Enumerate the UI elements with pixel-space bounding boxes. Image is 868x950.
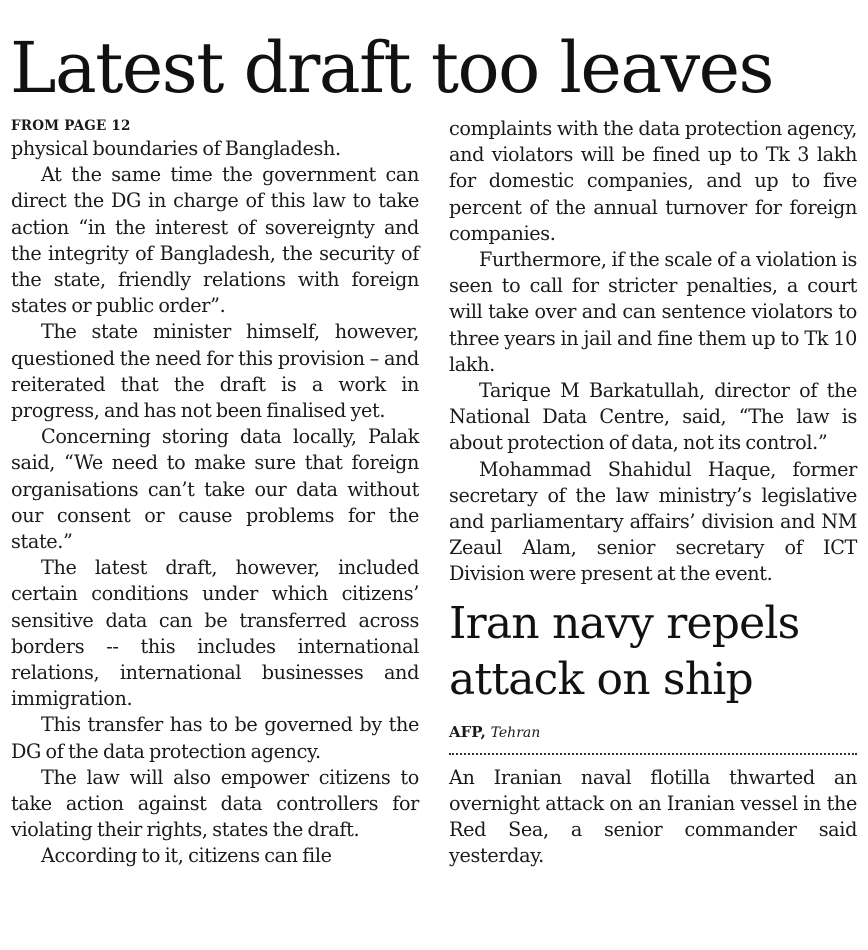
byline-agency: AFP, bbox=[449, 722, 486, 741]
left-column bbox=[11, 116, 419, 870]
paragraph: Furthermore, if the scale of a violation is seen to call for stricter penalties, a court will take over and can sentence violators to three years in jail and fine them up to Tk 10 lakh. bbox=[449, 248, 857, 376]
main-headline: Latest draft too leaves bbox=[10, 27, 773, 109]
paragraph: Tarique M Barkatullah, director of the National Data Centre, said, “The law is about protection of data, not its control.” bbox=[449, 379, 857, 455]
paragraph: This transfer has to be governed by the DG of the data protection agency. bbox=[11, 713, 419, 763]
dateline: FROM PAGE 12 bbox=[11, 118, 131, 134]
paragraph: The state minister himself, however, questioned the need for this provision – and reiterated that the draft is a work in progress, and has not been finalised yet. bbox=[11, 320, 419, 423]
second-story-headline: Iran navy repels attack on ship bbox=[449, 597, 800, 705]
byline bbox=[449, 722, 857, 743]
paragraph: The latest draft, however, included certain conditions under which citizens’ sensitive data can be transferred across borders -- this includes international relations, international businesses and immigration. bbox=[11, 556, 419, 711]
dotted-divider bbox=[449, 753, 857, 755]
paragraph: Concerning storing data locally, Palak said, “We need to make sure that foreign organisations can’t take our data without our consent or cause problems for the state.” bbox=[11, 425, 419, 554]
paragraph: Mohammad Shahidul Haque, former secretary of the law ministry’s legislative and parliamentary affairs’ division and NM Zeaul Alam, senior secretary of ICT Division were present at the event. bbox=[449, 457, 857, 586]
right-column bbox=[449, 116, 857, 869]
paragraph: According to it, citizens can file bbox=[41, 844, 332, 868]
second-story-body bbox=[449, 765, 857, 870]
left-column-body bbox=[11, 136, 419, 870]
right-column-body bbox=[449, 116, 857, 588]
paragraph: physical boundaries of Bangladesh. bbox=[11, 137, 341, 160]
paragraph: complaints with the data protection agency, and violators will be fined up to Tk 3 lakh for domestic companies, and up to five percent of the annual turnover for foreign companies. bbox=[449, 117, 857, 245]
paragraph: At the same time the government can direct the DG in charge of this law to take action “in the interest of sovereignty and the integrity of Bangladesh, the security of the state, friendly relations with foreign states or public order”. bbox=[11, 163, 419, 318]
byline-place: Tehran bbox=[490, 724, 541, 741]
paragraph: An Iranian naval flotilla thwarted an overnight attack on an Iranian vessel in the Red Sea, a senior commander said yesterday. bbox=[449, 765, 857, 868]
paragraph: The law will also empower citizens to take action against data controllers for violating their rights, states the draft. bbox=[11, 765, 419, 842]
